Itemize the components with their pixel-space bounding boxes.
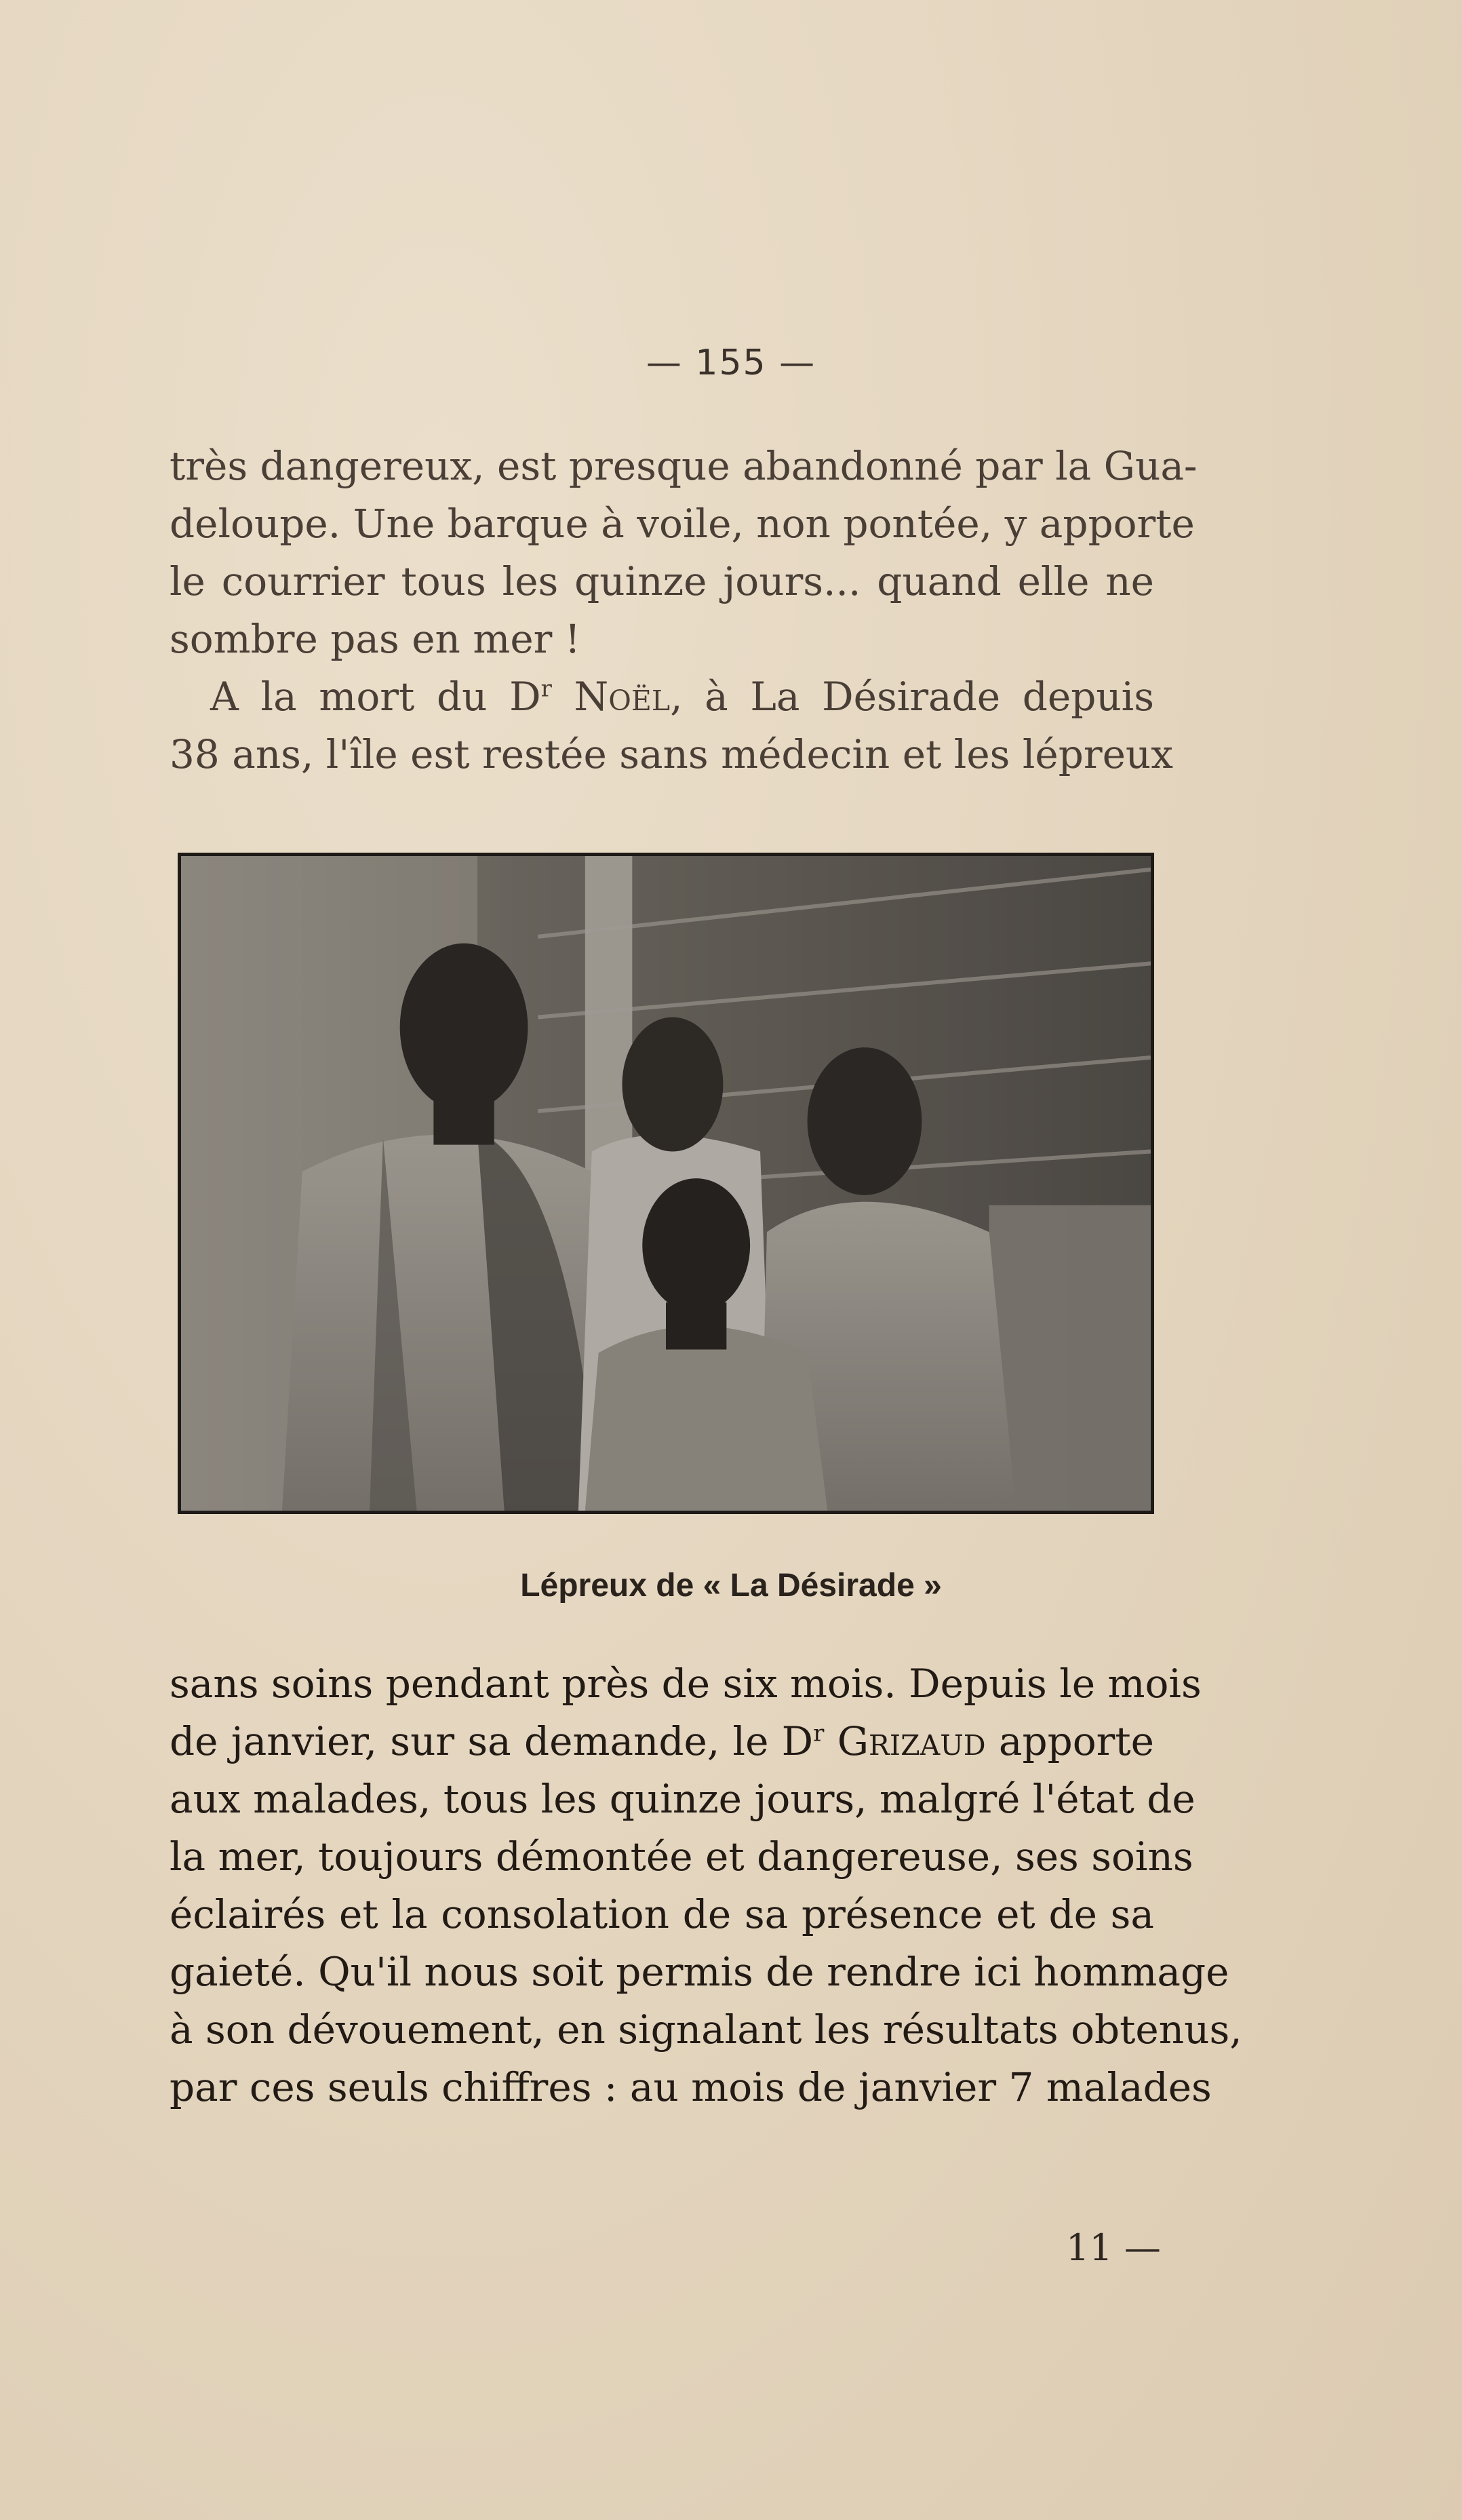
lepers-photo-illustration [181,856,1151,1511]
person-name: Grizaud [837,1718,986,1764]
text-line [170,668,1154,726]
superscript: r [813,1720,825,1747]
text-fragment: de janvier, sur sa demande, le D [170,1718,814,1764]
photo-caption: Lépreux de « La Désirade » [520,1568,942,1604]
text-line: deloupe. Une barque à voile, non pontée, y apporte [170,501,1195,547]
text-line: par ces seuls chiffres : au mois de janvier 7 malades [170,2064,1212,2110]
signature-mark: 11 — [1066,2226,1161,2269]
text-line: aux malades, tous les quinze jours, malgré l'état de [170,1776,1196,1822]
upper-text-block [170,438,1198,783]
text-line: très dangereux, est presque abandonné par la Gua- [170,443,1198,489]
lower-text-block [170,1655,1242,2116]
text-fragment: , à La Désirade depuis [670,674,1154,720]
photograph [178,853,1154,1514]
person-name: Noël [574,674,671,720]
text-line: sombre pas en mer ! [170,616,581,662]
text-fragment: A la mort du D [210,674,541,720]
superscript: r [540,675,552,703]
text-line: gaieté. Qu'il nous soit permis de rendre ici hommage [170,1949,1229,1995]
text-line: la mer, toujours démontée et dangereuse, ses soins [170,1834,1193,1880]
text-line: sans soins pendant près de six mois. Depuis le mois [170,1661,1202,1707]
page-number: — 155 — [646,343,816,383]
text-line: éclairés et la consolation de sa présence et de sa [170,1891,1154,1937]
text-line: le courrier tous les quinze jours... quand elle ne [170,558,1154,604]
text-line: 38 ans, l'île est restée sans médecin et les lépreux [170,731,1173,777]
text-line [170,1713,1154,1770]
text-line: à son dévouement, en signalant les résultats obtenus, [170,2007,1242,2053]
text-fragment: apporte [985,1718,1154,1764]
